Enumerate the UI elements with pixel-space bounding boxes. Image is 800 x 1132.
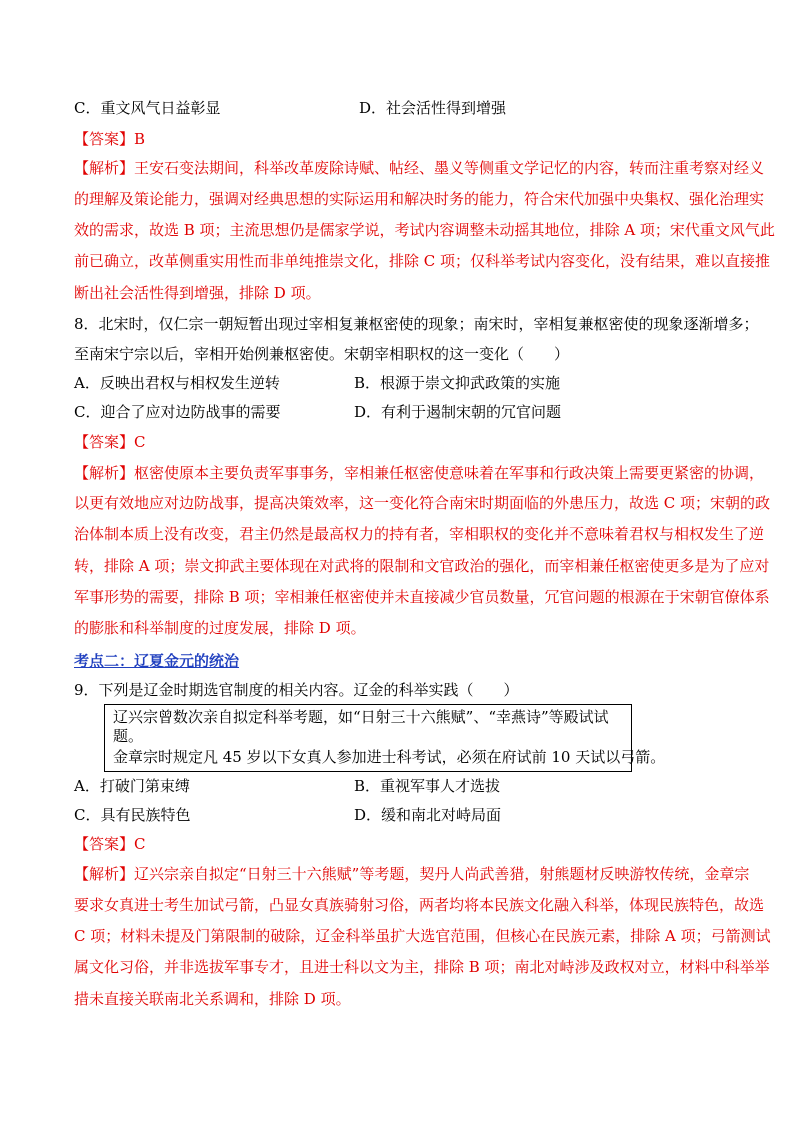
q8-stem-line: 8．北宋时，仅仁宗一朝短暂出现过宰相复兼枢密使的现象；南宋时，宰相复兼枢密使的现象逐渐增多；: [74, 315, 759, 333]
section-heading: 考点二：辽夏金元的统治: [74, 652, 240, 670]
q9-option-b: B．重视军事人才选拔: [354, 777, 501, 795]
q9-answer: 【答案】C: [74, 835, 146, 853]
q9-material-line: 金章宗时规定凡 45 岁以下女真人参加进士科考试，必须在府试前 10 天试以弓箭。: [113, 748, 666, 766]
q9-stem: 9．下列是辽金时期选官制度的相关内容。辽金的科举实践（ ）: [74, 681, 519, 699]
q8-option-d: D．有利于遏制宋朝的冗官问题: [354, 403, 562, 421]
q9-option-c: C．具有民族特色: [74, 806, 191, 824]
q7-analysis-line: 断出社会活性得到增强，排除 D 项。: [74, 284, 321, 302]
q9-analysis-line: 属文化习俗，并非选拔军事专才，且进士科以文为主，排除 B 项；南北对峙涉及政权对立，材料中科举举: [74, 958, 770, 976]
q9-option-a: A．打破门第束缚: [74, 777, 190, 795]
q7-option-d: D．社会活性得到增强: [359, 99, 507, 117]
q8-analysis-line: 转，排除 A 项；崇文抑武主要体现在对武将的限制和文官政治的强化，而宰相兼任枢密使更多是为了应对: [74, 557, 770, 575]
q7-option-c: C．重文风气日益彰显: [74, 99, 221, 117]
q8-stem-line: 至南宋宁宗以后，宰相开始例兼枢密使。宋朝宰相职权的这一变化（ ）: [74, 345, 570, 363]
q9-material-line: 题。: [113, 727, 144, 745]
q9-material-line: 辽兴宗曾数次亲自拟定科举考题，如“日射三十六熊赋”、“幸燕诗”等殿试试: [113, 708, 609, 726]
q8-analysis-line: 治体制本质上没有改变，君主仍然是最高权力的持有者，宰相职权的变化并不意味着君权与相权发生了逆: [74, 525, 765, 543]
q9-analysis-line: 【解析】辽兴宗亲自拟定“日射三十六熊赋”等考题，契丹人尚武善猎，射熊题材反映游牧传统，金章宗: [74, 865, 750, 883]
q8-analysis-line: 以更有效地应对边防战事，提高决策效率，这一变化符合南宋时期面临的外患压力，故选 C 项；宋朝的政: [74, 494, 771, 512]
q9-analysis-line: 措未直接关联南北关系调和，排除 D 项。: [74, 990, 351, 1008]
q9-material-box: [104, 704, 666, 772]
q8-option-b: B．根源于崇文抑武政策的实施: [354, 374, 561, 392]
q7-analysis-line: 前已确立，改革侧重实用性而非单纯推崇文化，排除 C 项；仅科举考试内容变化，没有结果，难以直接推: [74, 252, 771, 270]
q8-answer: 【答案】C: [74, 433, 146, 451]
q7-analysis-line: 的理解及策论能力，强调对经典思想的实际运用和解决时务的能力，符合宋代加强中央集权、强化治理实: [74, 190, 765, 208]
q8-analysis-line: 的膨胀和科举制度的过度发展，排除 D 项。: [74, 619, 366, 637]
q7-analysis-line: 【解析】王安石变法期间，科举改革废除诗赋、帖经、墨义等侧重文学记忆的内容，转而注重考察对经义: [74, 159, 765, 177]
q7-analysis-line: 效的需求，故选 B 项；主流思想仍是儒家学说，考试内容调整未动摇其地位，排除 A 项；宋代重文风气此: [74, 221, 775, 239]
q9-analysis-line: C 项；材料未提及门第限制的破除，辽金科举虽扩大选官范围，但核心在民族元素，排除 A 项；弓箭测试: [74, 927, 771, 945]
q8-analysis-line: 军事形势的需要，排除 B 项；宰相兼任枢密使并未直接减少官员数量，冗官问题的根源在于宋朝官僚体系: [74, 588, 770, 606]
q8-option-c: C．迎合了应对边防战事的需要: [74, 403, 281, 421]
q9-analysis-line: 要求女真进士考生加试弓箭，凸显女真族骑射习俗，两者均将本民族文化融入科举，体现民族特色，故选: [74, 896, 765, 914]
q8-option-a: A．反映出君权与相权发生逆转: [74, 374, 280, 392]
q8-analysis-line: 【解析】枢密使原本主要负责军事事务，宰相兼任枢密使意味着在军事和行政决策上需要更紧密的协调，: [74, 464, 765, 482]
q9-option-d: D．缓和南北对峙局面: [354, 806, 502, 824]
q7-answer: 【答案】B: [74, 130, 146, 148]
